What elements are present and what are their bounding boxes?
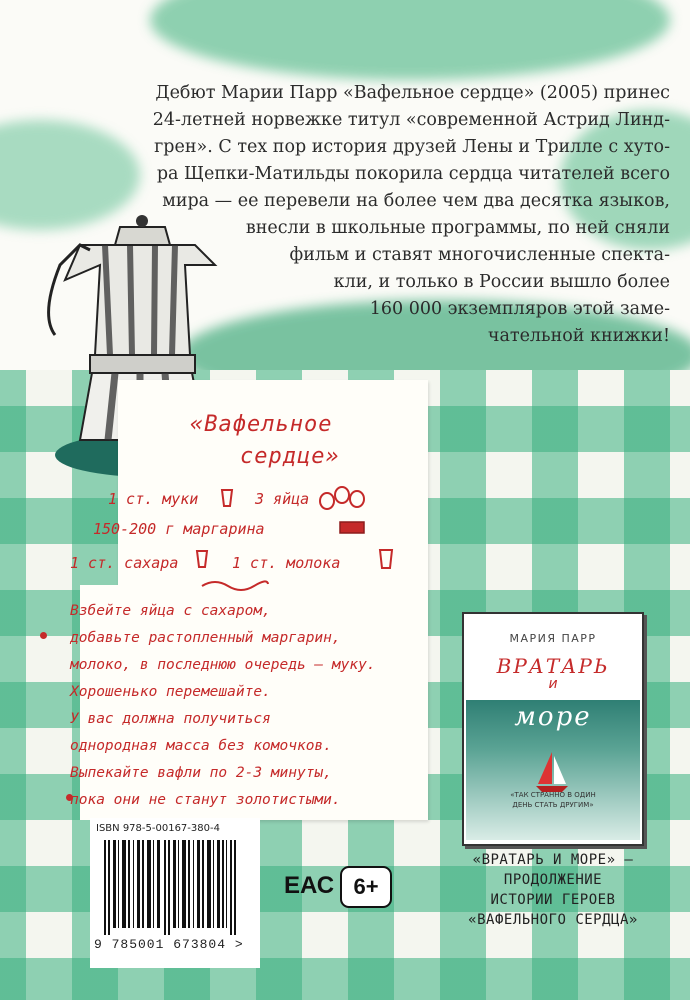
eac-mark: ЕАС	[284, 872, 335, 899]
book-tagline-line: ДЕНЬ СТАТЬ ДРУГИМ»	[512, 801, 594, 809]
watercolor-wash-top	[150, 0, 670, 80]
sequel-book-cover	[462, 612, 644, 846]
intro-line: фильм и ставят многочисленные спекта-	[289, 245, 670, 265]
recipe-step: однородная масса без комочков.	[70, 738, 332, 754]
ingredient-flour: 1 ст. муки	[108, 490, 199, 508]
sequel-caption	[438, 850, 668, 930]
recipe-step: Взбейте яйца с сахаром,	[70, 603, 271, 619]
book-title-conj: и	[548, 676, 558, 692]
book-author: МАРИЯ ПАРР	[509, 632, 597, 645]
recipe-step: Выпекайте вафли по 2-3 минуты,	[70, 765, 332, 781]
intro-line: 160 000 экземпляров этой заме-	[369, 299, 670, 319]
caption-line: «ВАФЕЛЬНОГО СЕРДЦА»	[468, 912, 638, 928]
cup-icon	[195, 549, 209, 569]
intro-line: мира — ее перевели на более чем два десятка языков,	[162, 191, 670, 211]
age-rating-badge: 6+	[340, 866, 392, 908]
book-tagline	[464, 790, 642, 810]
cup-icon	[220, 488, 234, 508]
recipe-step: У вас должна получиться	[70, 711, 271, 727]
caption-line: ИСТОРИИ ГЕРОЕВ	[490, 892, 616, 908]
eggs-icon	[318, 484, 368, 510]
cup-icon	[378, 548, 394, 570]
recipe-step: добавьте растопленный маргарин,	[70, 630, 341, 646]
intro-line: ра Щепки-Матильды покорила сердца читателей всего	[156, 164, 670, 184]
recipe-step: молоко, в последнюю очередь – муку.	[70, 657, 376, 673]
isbn-text: ISBN 978-5-00167-380-4	[96, 823, 220, 834]
red-dot	[40, 632, 47, 639]
ingredient-sugar: 1 ст. сахара	[70, 554, 179, 572]
caption-line: ПРОДОЛЖЕНИЕ	[503, 872, 603, 888]
intro-line: кли, и только в России вышло более	[333, 272, 670, 292]
recipe-step: пока они не станут золотистыми.	[70, 792, 341, 808]
caption-line: «ВРАТАРЬ И МОРЕ» —	[472, 852, 634, 868]
intro-line: 24-летней норвежке титул «современной Астрид Линд-	[152, 110, 670, 130]
intro-line: внесли в школьные программы, по ней сняли	[245, 218, 670, 238]
recipe-step: Хорошенько перемешайте.	[70, 684, 271, 700]
intro-line: чательной книжки!	[487, 326, 670, 346]
recipe-title: «Вафельное	[190, 412, 333, 437]
intro-line: Дебют Марии Парр «Вафельное сердце» (2005) принес	[155, 83, 670, 103]
squiggle-divider	[200, 578, 270, 592]
barcode-icon	[104, 840, 254, 935]
barcode-digits: 9 785001 673804 >	[94, 937, 244, 952]
ingredient-eggs: 3 яйца	[255, 490, 310, 508]
book-title: ВРАТАРЬ	[496, 654, 610, 678]
intro-line: грен». С тех пор история друзей Лены и Трилле с хуто-	[154, 137, 670, 157]
ingredient-milk: 1 ст. молока	[232, 554, 341, 572]
recipe-steps	[70, 598, 376, 814]
book-tagline-line: «ТАК СТРАННО В ОДИН	[510, 791, 596, 799]
book-title-sea: море	[514, 702, 592, 732]
recipe-title-line2: сердце»	[240, 444, 340, 469]
margarine-icon	[338, 520, 366, 536]
ingredient-margarine: 150-200 г маргарина	[93, 520, 265, 538]
